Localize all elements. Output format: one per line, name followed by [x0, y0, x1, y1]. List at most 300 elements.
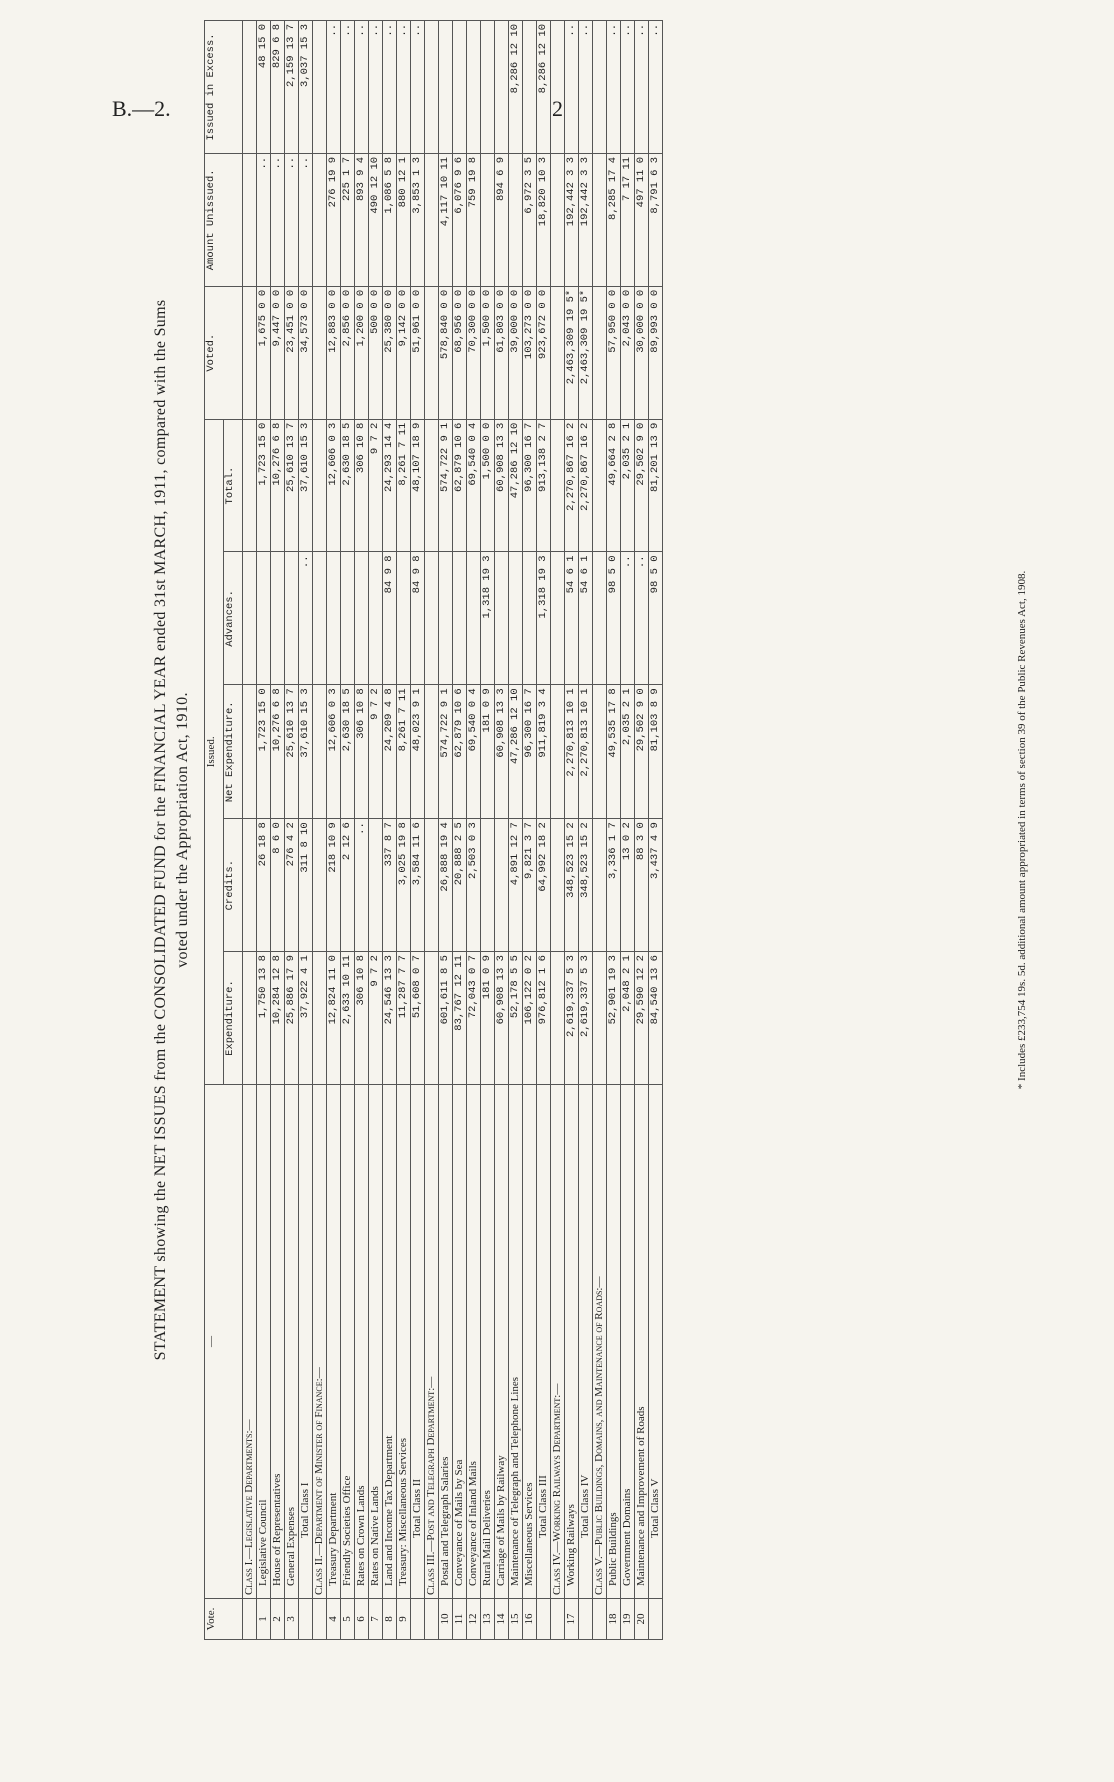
voted-amount: 25,380 0 0: [383, 286, 397, 419]
issued-in-excess-amount: 8,286 12 10: [509, 21, 523, 154]
amount-unissued-cell: [243, 153, 257, 286]
total-amount: 9 7 2: [369, 419, 383, 552]
expenditure-amount: 2,619,337 5 3: [579, 952, 593, 1085]
total-amount: 96,300 16 7: [523, 419, 537, 552]
vote-row: [621, 21, 635, 1640]
expenditure-amount: 83,767 12 11: [453, 952, 467, 1085]
issued-in-excess-amount: 3,037 15 3: [299, 21, 313, 154]
credits-amount: 218 10 9: [327, 819, 341, 952]
vote-row: [495, 21, 509, 1640]
amount-unissued-amount: 8,285 17 4: [607, 153, 621, 286]
service-name: Public Buildings: [607, 1084, 621, 1598]
issued-in-excess-amount: ..: [649, 21, 663, 154]
class-total-row: [299, 21, 313, 1640]
expenditure-cell: [425, 952, 439, 1085]
net-expenditure-amount: 24,209 4 8: [383, 685, 397, 819]
amount-unissued-amount: ..: [299, 153, 313, 286]
header-issued: Issued.: [205, 419, 224, 1084]
header-vote: Vote.: [205, 1599, 243, 1640]
issued-in-excess-amount: ..: [397, 21, 411, 154]
net-expenditure-amount: 96,300 16 7: [523, 685, 537, 819]
voted-amount: 1,675 0 0: [257, 286, 271, 419]
expenditure-amount: 11,287 7 7: [397, 952, 411, 1085]
issued-in-excess-amount: [495, 21, 509, 154]
header-total: Total.: [224, 419, 243, 552]
issued-in-excess-amount: ..: [341, 21, 355, 154]
expenditure-amount: 976,812 1 6: [537, 952, 551, 1085]
issued-in-excess-amount: ..: [579, 21, 593, 154]
credits-amount: 3,584 11 6: [411, 819, 425, 952]
credits-amount: [369, 819, 383, 952]
service-name: Treasury Department: [327, 1084, 341, 1598]
net-expenditure-amount: 911,819 3 4: [537, 685, 551, 819]
voted-cell: [593, 286, 607, 419]
issued-in-excess-cell: [425, 21, 439, 154]
amount-unissued-amount: 880 12 1: [397, 153, 411, 286]
advances-amount: [341, 552, 355, 685]
voted-amount: 2,463,309 19 5*: [579, 286, 593, 419]
vote-number: 11: [453, 1599, 467, 1640]
voted-cell: [243, 286, 257, 419]
amount-unissued-amount: 759 19 8: [467, 153, 481, 286]
vote-number: 2: [271, 1599, 285, 1640]
total-label: Total Class IV: [579, 1084, 593, 1598]
voted-amount: 1,500 0 0: [481, 286, 495, 419]
amount-unissued-amount: 192,442 3 3: [579, 153, 593, 286]
net-expenditure-amount: 2,270,813 10 1: [565, 685, 579, 819]
vote-number: [299, 1599, 313, 1640]
issued-in-excess-amount: ..: [621, 21, 635, 154]
credits-amount: 3,025 19 8: [397, 819, 411, 952]
service-name: Rates on Crown Lands: [355, 1084, 369, 1598]
expenditure-amount: 306 10 8: [355, 952, 369, 1085]
amount-unissued-amount: 490 12 10: [369, 153, 383, 286]
service-name: Conveyance of Mails by Sea: [453, 1084, 467, 1598]
title-line-1: STATEMENT showing the NET ISSUES from the CONSOLIDATED FUND for the FINANCIAL YEAR ended 31st MARCH, 1911, compared with the Sums: [152, 299, 169, 1361]
credits-amount: 88 3 0: [635, 819, 649, 952]
credits-amount: 26 18 8: [257, 819, 271, 952]
advances-amount: [271, 552, 285, 685]
amount-unissued-amount: ..: [271, 153, 285, 286]
amount-unissued-amount: 8,791 6 3: [649, 153, 663, 286]
advances-amount: [453, 552, 467, 685]
expenditure-amount: 10,284 12 8: [271, 952, 285, 1085]
expenditure-amount: 2,619,337 5 3: [565, 952, 579, 1085]
credits-amount: [481, 819, 495, 952]
vote-number: 10: [439, 1599, 453, 1640]
credits-amount: 2,503 0 3: [467, 819, 481, 952]
vote-row: [369, 21, 383, 1640]
vote-cell: [551, 1599, 565, 1640]
total-amount: 48,107 18 9: [411, 419, 425, 552]
issued-in-excess-cell: [593, 21, 607, 154]
total-amount: 2,035 2 1: [621, 419, 635, 552]
issued-in-excess-amount: ..: [635, 21, 649, 154]
net-expenditure-amount: 181 0 9: [481, 685, 495, 819]
net-expenditure-cell: [425, 685, 439, 819]
voted-amount: 923,672 0 0: [537, 286, 551, 419]
service-name: Legislative Council: [257, 1084, 271, 1598]
vote-number: 15: [509, 1599, 523, 1640]
class-total-row: [537, 21, 551, 1640]
service-name: Friendly Societies Office: [341, 1084, 355, 1598]
header-amount-unissued: Amount Unissued.: [205, 153, 243, 286]
amount-unissued-amount: 192,442 3 3: [565, 153, 579, 286]
class-heading: Class I.—Legislative Departments:—: [243, 1084, 257, 1598]
service-name: General Expenses: [285, 1084, 299, 1598]
statement-title: [150, 20, 194, 1640]
header-service: —: [205, 1084, 243, 1598]
voted-cell: [425, 286, 439, 419]
credits-amount: 20,888 2 5: [453, 819, 467, 952]
credits-amount: 13 0 2: [621, 819, 635, 952]
issued-in-excess-amount: [523, 21, 537, 154]
amount-unissued-amount: 497 11 0: [635, 153, 649, 286]
voted-amount: 51,961 0 0: [411, 286, 425, 419]
issued-in-excess-amount: ..: [411, 21, 425, 154]
advances-amount: [257, 552, 271, 685]
net-expenditure-cell: [313, 685, 327, 819]
amount-unissued-amount: 276 19 9: [327, 153, 341, 286]
service-name: Land and Income Tax Department: [383, 1084, 397, 1598]
statement-body: [243, 21, 663, 1640]
advances-amount: [397, 552, 411, 685]
net-expenditure-amount: 25,610 13 7: [285, 685, 299, 819]
net-expenditure-amount: 37,610 15 3: [299, 685, 313, 819]
vote-number: 9: [397, 1599, 411, 1640]
total-amount: 37,610 15 3: [299, 419, 313, 552]
total-cell: [593, 419, 607, 552]
credits-amount: 64,992 18 2: [537, 819, 551, 952]
voted-amount: 61,803 0 0: [495, 286, 509, 419]
issued-in-excess-amount: ..: [355, 21, 369, 154]
net-expenditure-amount: 49,535 17 8: [607, 685, 621, 819]
expenditure-amount: 9 7 2: [369, 952, 383, 1085]
total-amount: 12,606 0 3: [327, 419, 341, 552]
expenditure-amount: 24,546 13 3: [383, 952, 397, 1085]
voted-amount: 500 0 0: [369, 286, 383, 419]
amount-unissued-amount: 6,076 9 6: [453, 153, 467, 286]
voted-amount: 103,273 0 0: [523, 286, 537, 419]
vote-row: [509, 21, 523, 1640]
net-expenditure-amount: 306 10 8: [355, 685, 369, 819]
vote-cell: [243, 1599, 257, 1640]
amount-unissued-amount: [481, 153, 495, 286]
advances-amount: [509, 552, 523, 685]
amount-unissued-cell: [425, 153, 439, 286]
amount-unissued-amount: 7 17 11: [621, 153, 635, 286]
advances-amount: 1,318 19 3: [481, 552, 495, 685]
voted-amount: 57,950 0 0: [607, 286, 621, 419]
issued-in-excess-amount: ..: [565, 21, 579, 154]
service-name: Postal and Telegraph Salaries: [439, 1084, 453, 1598]
total-label: Total Class V: [649, 1084, 663, 1598]
vote-number: 20: [635, 1599, 649, 1640]
total-label: Total Class III: [537, 1084, 551, 1598]
issued-in-excess-amount: ..: [607, 21, 621, 154]
voted-amount: 2,463,309 19 5*: [565, 286, 579, 419]
advances-amount: ..: [621, 552, 635, 685]
net-expenditure-amount: 8,261 7 11: [397, 685, 411, 819]
amount-unissued-cell: [313, 153, 327, 286]
amount-unissued-amount: 6,972 3 5: [523, 153, 537, 286]
expenditure-amount: 601,611 8 5: [439, 952, 453, 1085]
voted-amount: 23,451 0 0: [285, 286, 299, 419]
vote-row: [285, 21, 299, 1640]
credits-amount: 348,523 15 2: [579, 819, 593, 952]
net-expenditure-amount: 69,540 0 4: [467, 685, 481, 819]
advances-amount: 84 9 8: [411, 552, 425, 685]
service-name: Miscellaneous Services: [523, 1084, 537, 1598]
issued-in-excess-amount: ..: [327, 21, 341, 154]
amount-unissued-amount: 894 6 9: [495, 153, 509, 286]
advances-cell: [313, 552, 327, 685]
class-heading-row: [313, 21, 327, 1640]
net-expenditure-cell: [243, 685, 257, 819]
expenditure-amount: 1,750 13 8: [257, 952, 271, 1085]
expenditure-amount: 60,908 13 3: [495, 952, 509, 1085]
header-expenditure: Expenditure.: [224, 952, 243, 1085]
issued-in-excess-amount: ..: [369, 21, 383, 154]
total-amount: 1,723 15 0: [257, 419, 271, 552]
voted-amount: 39,000 0 0: [509, 286, 523, 419]
issued-in-excess-amount: [467, 21, 481, 154]
expenditure-amount: 106,122 0 2: [523, 952, 537, 1085]
service-name: Rates on Native Lands: [369, 1084, 383, 1598]
vote-number: [411, 1599, 425, 1640]
net-expenditure-amount: 62,879 10 6: [453, 685, 467, 819]
total-cell: [243, 419, 257, 552]
vote-number: [537, 1599, 551, 1640]
page-reference: B.—2.: [112, 96, 171, 121]
voted-amount: 1,200 0 0: [355, 286, 369, 419]
vote-number: 1: [257, 1599, 271, 1640]
vote-cell: [313, 1599, 327, 1640]
net-expenditure-cell: [593, 685, 607, 819]
advances-cell: [243, 552, 257, 685]
credits-amount: [495, 819, 509, 952]
class-heading: Class V.—Public Buildings, Domains, and Maintenance of Roads:—: [593, 1084, 607, 1598]
credits-cell: [551, 819, 565, 952]
total-amount: 62,879 10 6: [453, 419, 467, 552]
total-amount: 8,261 7 11: [397, 419, 411, 552]
vote-number: 17: [565, 1599, 579, 1640]
advances-amount: 84 9 8: [383, 552, 397, 685]
expenditure-amount: 2,633 10 11: [341, 952, 355, 1085]
amount-unissued-cell: [551, 153, 565, 286]
header-voted: Voted.: [205, 286, 243, 419]
amount-unissued-amount: 1,086 5 8: [383, 153, 397, 286]
credits-cell: [313, 819, 327, 952]
advances-amount: [495, 552, 509, 685]
voted-amount: 30,000 0 0: [635, 286, 649, 419]
total-amount: 2,270,867 16 2: [565, 419, 579, 552]
issued-in-excess-amount: [453, 21, 467, 154]
voted-amount: 2,043 0 0: [621, 286, 635, 419]
issued-in-excess-amount: [481, 21, 495, 154]
class-heading: Class II.—Department of Minister of Finance:—: [313, 1084, 327, 1598]
advances-amount: ..: [299, 552, 313, 685]
issued-in-excess-amount: [439, 21, 453, 154]
vote-number: 5: [341, 1599, 355, 1640]
voted-amount: 89,993 0 0: [649, 286, 663, 419]
total-cell: [551, 419, 565, 552]
net-expenditure-amount: 48,023 9 1: [411, 685, 425, 819]
advances-cell: [551, 552, 565, 685]
voted-amount: 68,956 0 0: [453, 286, 467, 419]
vote-number: 13: [481, 1599, 495, 1640]
total-amount: 49,664 2 8: [607, 419, 621, 552]
class-heading-row: [425, 21, 439, 1640]
expenditure-amount: 72,043 0 7: [467, 952, 481, 1085]
credits-cell: [425, 819, 439, 952]
total-amount: 913,138 2 7: [537, 419, 551, 552]
expenditure-amount: 12,824 11 0: [327, 952, 341, 1085]
issued-in-excess-amount: 2,159 13 7: [285, 21, 299, 154]
net-expenditure-amount: 81,103 8 9: [649, 685, 663, 819]
voted-amount: 9,142 0 0: [397, 286, 411, 419]
vote-row: [341, 21, 355, 1640]
vote-cell: [593, 1599, 607, 1640]
expenditure-cell: [243, 952, 257, 1085]
amount-unissued-amount: [509, 153, 523, 286]
expenditure-amount: 84,540 13 6: [649, 952, 663, 1085]
advances-cell: [593, 552, 607, 685]
vote-number: 4: [327, 1599, 341, 1640]
class-heading-row: [551, 21, 565, 1640]
voted-amount: 12,883 0 0: [327, 286, 341, 419]
vote-number: 14: [495, 1599, 509, 1640]
credits-cell: [243, 819, 257, 952]
net-expenditure-amount: 2,630 18 5: [341, 685, 355, 819]
amount-unissued-amount: 225 1 7: [341, 153, 355, 286]
credits-amount: 311 8 10: [299, 819, 313, 952]
page-number: 2: [552, 96, 563, 121]
vote-number: 6: [355, 1599, 369, 1640]
vote-number: [649, 1599, 663, 1640]
expenditure-cell: [551, 952, 565, 1085]
net-expenditure-amount: 12,606 0 3: [327, 685, 341, 819]
total-amount: 2,270,867 16 2: [579, 419, 593, 552]
total-amount: 10,276 6 8: [271, 419, 285, 552]
class-total-row: [579, 21, 593, 1640]
issued-in-excess-cell: [243, 21, 257, 154]
advances-amount: [285, 552, 299, 685]
vote-number: 16: [523, 1599, 537, 1640]
credits-amount: 26,888 19 4: [439, 819, 453, 952]
net-expenditure-amount: 9 7 2: [369, 685, 383, 819]
total-amount: 69,540 0 4: [467, 419, 481, 552]
credits-amount: 348,523 15 2: [565, 819, 579, 952]
advances-amount: ..: [635, 552, 649, 685]
expenditure-amount: 52,901 19 3: [607, 952, 621, 1085]
credits-amount: 4,891 12 7: [509, 819, 523, 952]
credits-amount: 276 4 2: [285, 819, 299, 952]
voted-amount: 9,447 0 0: [271, 286, 285, 419]
expenditure-cell: [313, 952, 327, 1085]
issued-in-excess-amount: 48 15 0: [257, 21, 271, 154]
class-total-row: [411, 21, 425, 1640]
total-amount: 29,502 9 0: [635, 419, 649, 552]
net-expenditure-amount: 2,270,813 10 1: [579, 685, 593, 819]
credits-amount: 9,821 3 7: [523, 819, 537, 952]
net-expenditure-amount: 1,723 15 0: [257, 685, 271, 819]
advances-amount: [355, 552, 369, 685]
service-name: House of Representatives: [271, 1084, 285, 1598]
total-amount: 25,610 13 7: [285, 419, 299, 552]
amount-unissued-cell: [593, 153, 607, 286]
amount-unissued-amount: ..: [285, 153, 299, 286]
amount-unissued-amount: ..: [257, 153, 271, 286]
total-amount: 1,500 0 0: [481, 419, 495, 552]
class-heading-row: [243, 21, 257, 1640]
service-name: Maintenance and Improvement of Roads: [635, 1084, 649, 1598]
net-expenditure-amount: 47,286 12 10: [509, 685, 523, 819]
vote-row: [481, 21, 495, 1640]
net-expenditure-amount: 60,908 13 3: [495, 685, 509, 819]
vote-number: 18: [607, 1599, 621, 1640]
amount-unissued-amount: 18,820 10 3: [537, 153, 551, 286]
vote-row: [635, 21, 649, 1640]
total-amount: 574,722 9 1: [439, 419, 453, 552]
advances-amount: [467, 552, 481, 685]
total-label: Total Class I: [299, 1084, 313, 1598]
class-heading: Class IV.—Working Railways Department:—: [551, 1084, 565, 1598]
total-amount: 24,293 14 4: [383, 419, 397, 552]
expenditure-amount: 37,922 4 1: [299, 952, 313, 1085]
total-amount: 47,286 12 10: [509, 419, 523, 552]
service-name: Government Domains: [621, 1084, 635, 1598]
issued-in-excess-amount: 829 6 8: [271, 21, 285, 154]
statement-table: [204, 20, 663, 1640]
advances-amount: [369, 552, 383, 685]
advances-amount: 54 6 1: [579, 552, 593, 685]
voted-amount: 70,300 0 0: [467, 286, 481, 419]
voted-amount: 578,840 0 0: [439, 286, 453, 419]
credits-amount: 3,336 1 7: [607, 819, 621, 952]
expenditure-amount: 25,886 17 9: [285, 952, 299, 1085]
issued-in-excess-cell: [313, 21, 327, 154]
net-expenditure-amount: 574,722 9 1: [439, 685, 453, 819]
vote-row: [523, 21, 537, 1640]
vote-row: [467, 21, 481, 1640]
service-name: Conveyance of Inland Mails: [467, 1084, 481, 1598]
net-expenditure-amount: 29,502 9 0: [635, 685, 649, 819]
vote-row: [271, 21, 285, 1640]
service-name: Carriage of Mails by Railway: [495, 1084, 509, 1598]
header-issued-in-excess: Issued in Excess.: [205, 21, 243, 154]
vote-cell: [425, 1599, 439, 1640]
service-name: Treasury: Miscellaneous Services: [397, 1084, 411, 1598]
class-heading-row: [593, 21, 607, 1640]
footnote: * Includes £233,754 19s. 5d. additional amount appropriated in terms of section 39 of the Public Revenues Act, 1908.: [1016, 570, 1028, 1090]
vote-number: 19: [621, 1599, 635, 1640]
credits-amount: 337 8 7: [383, 819, 397, 952]
credits-amount: 2 12 6: [341, 819, 355, 952]
advances-amount: 1,318 19 3: [537, 552, 551, 685]
vote-row: [355, 21, 369, 1640]
advances-amount: 98 5 0: [607, 552, 621, 685]
advances-amount: 98 5 0: [649, 552, 663, 685]
title-line-2: voted under the Appropriation Act, 1910.: [174, 692, 191, 968]
total-amount: 2,630 18 5: [341, 419, 355, 552]
vote-row: [439, 21, 453, 1640]
expenditure-amount: 181 0 9: [481, 952, 495, 1085]
expenditure-cell: [593, 952, 607, 1085]
advances-cell: [425, 552, 439, 685]
net-expenditure-amount: 10,276 6 8: [271, 685, 285, 819]
service-name: Maintenance of Telegraph and Telephone Lines: [509, 1084, 523, 1598]
